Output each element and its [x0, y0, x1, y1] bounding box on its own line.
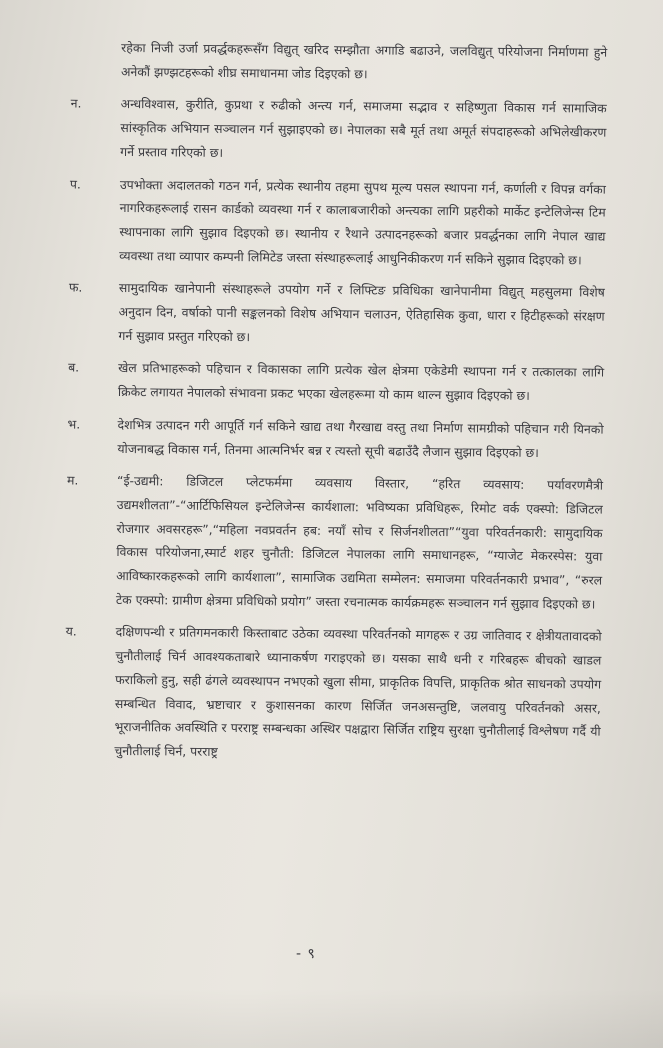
item-marker: य.: [65, 623, 77, 640]
item-marker: प.: [69, 176, 81, 192]
list-item: [70, 92, 607, 168]
item-text: रहेका निजी उर्जा प्रवर्द्धकहरूसँग विद्युत् खरिद सम्झौता अगाडि बढाउने, जलविद्युत् परियोजना निर्माणमा हुने अनेकौं झण्झटहरूको शीघ्र समाधानमा जोड दिइएको छ।: [120, 39, 608, 82]
item-text: अन्धविश्वास, कुरीति, कुप्रथा र रुढीको अन्त्य गर्न, समाजमा सद्भाव र सहिष्णुता विकास गर्न सामाजिक सांस्कृतिक अभियान सञ्चालन गर्न सुझाइएको छ। नेपालका सबै मूर्त तथा अमूर्त संपदाहरूको अभिलेखीकरण गर्ने प्रस्ताव गरिएको छ।: [120, 96, 607, 160]
item-text: खेल प्रतिभाहरूको पहिचान र विकासका लागि प्रत्येक खेल क्षेत्रमा एकेडेमी स्थापना गर्न र तत्कालका लागि क्रिकेट लगायत नेपालको संभावना प्रकट भएका खेलहरूमा यो काम थाल्न सुझाव दिइएको छ।: [117, 360, 605, 404]
item-text: उपभोक्ता अदालतको गठन गर्न, प्रत्येक स्थानीय तहमा सुपथ मूल्य पसल स्थापना गर्न, कर्णाली र विपन्न वर्गका नागरिकहरूलाई रासन कार्डको व्यवस्था गर्न र कालाबजारीको अन्त्यका लागि प्रहरीको मार्केट इन्टेलिजेन्स टिम स्थापनाका लागि सुझाव दिइएको छ। स्थानीय र रैथाने उत्पादनहरूको बजार प्रवर्द्धनका लागि नेपाल खाद्य व्यवस्था तथा व्यापार कम्पनी लिमिटेड जस्ता संस्थाहरूलाई आधुनिकीकरण गर्न सकिने सुझाव दिइएको छ।: [119, 176, 606, 268]
page-number: - ९: [296, 946, 316, 962]
item-marker: फ.: [68, 279, 83, 295]
document-body: [0, 35, 663, 951]
list-item: [66, 469, 604, 616]
page-shadow: [0, 988, 663, 1048]
paragraph-continued: [121, 36, 607, 88]
list-item: [67, 413, 604, 465]
item-text: देशभित्र उत्पादन गरी आपूर्ति गर्न सकिने खाद्य तथा गैरखाद्य वस्तु तथा निर्माण सामग्रीको पहिचान गरी यिनको योजनाबद्ध विकास गर्न, तिनमा आत्मनिर्भर बन्न र त्यस्तो सूची बढाउँदै लैजान सुझाव दिइएको छ।: [117, 416, 604, 460]
list-item: [68, 276, 605, 352]
item-marker: न.: [70, 95, 82, 112]
item-text: सामुदायिक खानेपानी संस्थाहरूले उपयोग गर्ने र लिफ्टिङ प्रविधिका खानेपानीमा विद्युत् महसुलमा विशेष अनुदान दिन, वर्षाको पानी सङ्कलनको विशेष अभियान चलाउन, ऐतिहासिक कुवा, धारा र हिटीहरूको संरक्षण गर्न सुझाव प्रस्तुत गरिएको छ।: [118, 280, 605, 344]
item-marker: म.: [66, 472, 79, 488]
list-item: [65, 620, 602, 767]
list-item: [68, 356, 605, 408]
item-text: “ई-उद्यमी: डिजिटल प्लेटफर्ममा व्यवसाय विस्तार, “हरित व्यवसाय: पर्यावरणमैत्री उद्यमशीलता”-“आर्टिफिसियल इन्टेलिजेन्स कार्यशाला: भविष्यका प्रविधिहरू, रिमोट वर्क एक्स्पो: डिजिटल रोजगार अवसरहरू”,“महिला नवप्रवर्तन हब: नयाँ सोच र सिर्जनशीलता”“युवा परिवर्तनकारी: सामुदायिक विकास परियोजना,स्मार्ट शहर चुनौती: डिजिटल नेपालका लागि समाधानहरू, “ग्याजेट मेकरस्पेस: युवा आविष्कारकहरूको लागि कार्यशाला”, सामाजिक उद्यमिता सम्मेलन: समाजमा परिवर्तनकारी प्रभाव”, “रुरल टेक एक्स्पो: ग्रामीण क्षेत्रमा प्रविधिको प्रयोग” जस्ता रचनात्मक कार्यक्रमहरू सञ्चालन गर्न सुझाव दिइएको छ।: [115, 473, 604, 612]
list-item: [69, 172, 606, 271]
item-marker: ब.: [68, 359, 80, 376]
item-marker: भ.: [67, 416, 81, 432]
item-text: दक्षिणपन्थी र प्रतिगमनकारी किस्ताबाट उठेका व्यवस्था परिवर्तनको मागहरू र उग्र जातिवाद र क्षेत्रीयतावादको चुनौतीलाई चिर्न आवश्यकताबारे ध्यानाकर्षण गराइएको छ। यसका साथै धनी र गरिबहरू बीचको खाडल फराकिलो हुनु, सही ढंगले व्यवस्थापन नभएको खुला सीमा, प्राकृतिक विपत्ति, प्राकृतिक श्रोत साधनको उपयोग सम्बन्धित विवाद, भ्रष्टाचार र कुशासनका कारण सिर्जित जनअसन्तुष्टि, जलवायु परिवर्तनको असर, भूराजनीतिक अवस्थिति र परराष्ट्र सम्बन्धका अस्थिर पक्षद्वारा सिर्जित राष्ट्रिय सुरक्षा चुनौतीलाई विश्लेषण गर्दै यी चुनौतीलाई चिर्न, परराष्ट्र: [114, 624, 602, 759]
